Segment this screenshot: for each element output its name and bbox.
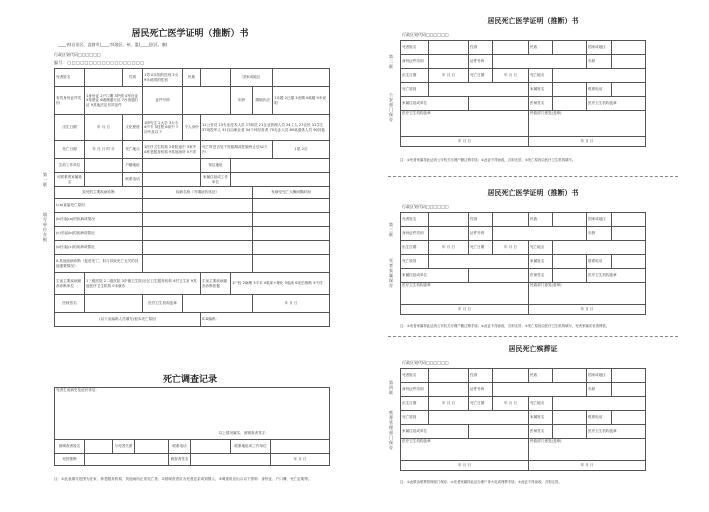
side-label-left-2: 填写单位存根 (43, 212, 47, 242)
stub-2-death-label: 死亡日期 (469, 241, 493, 255)
survey-relation-label: 与死者关系 (113, 440, 135, 454)
cell-dxunit-label: 生前主要疾病最高诊断单位 (55, 273, 85, 295)
stub-1-birth-label: 出生日期 (401, 69, 429, 83)
stub-1-name[interactable] (429, 41, 469, 55)
stub-2-addr-label: 家属住址或单位 (401, 269, 469, 283)
cell-marital-options[interactable]: 1未婚 2已婚 3丧偶 4离婚 9未说明 (273, 87, 330, 115)
cell-workunit-label: 生前工作单位 (55, 159, 85, 173)
stub-3-family-label: 家属姓名 (529, 411, 553, 425)
survey-history-cell[interactable] (55, 388, 330, 440)
stub-2-death[interactable]: 年 月 日 (493, 241, 529, 255)
stub-1-idtype-label: 身份证件类别 (401, 55, 429, 69)
cell-birth-label: 出生日期 (55, 115, 85, 141)
stub-3-ethnic[interactable] (553, 369, 587, 383)
stub-3-idtype-label: 身份证件类别 (401, 383, 429, 397)
stub-3-phone[interactable] (612, 411, 646, 425)
cell-cause-c: (c)引起(b)的疾病或情况 (55, 227, 143, 241)
cell-sex-options[interactable]: 1男 0未知的性别 2女 9未说明的性别 (143, 69, 183, 87)
stub-1-ethnic[interactable] (553, 41, 587, 55)
stub-1-doctor-label: 医师签名 (529, 97, 553, 111)
stub-3-note: 注：①此联由殡葬管理部门保存；②死者家属持此证办理尸体火化或埋葬手续；③此证不得涂改，否则无效。 (400, 480, 562, 484)
cell-cause-other-value[interactable] (143, 255, 253, 273)
cell-cause-b: (b)引起(a)的疾病或情况 (55, 213, 143, 227)
stub-1 (388, 10, 678, 170)
cell-deathplace-label: 死亡地点 (123, 141, 143, 159)
survey-phone-value[interactable] (191, 440, 231, 454)
stub-2-note: 注：①死者家属持此证到公安机关办理户籍注销手续；②此证不得涂改，否则无效；③死亡原因由医疗卫生机构填写，死者家属应妥善保管。 (400, 324, 610, 328)
cell-name-label: 死者姓名 (55, 69, 85, 87)
cell-contact-value[interactable] (85, 173, 123, 187)
cell-cause-a-value[interactable] (143, 199, 253, 213)
stub-1-family[interactable] (553, 83, 587, 97)
stub-1-table (400, 40, 646, 147)
stub-3-age[interactable] (612, 383, 646, 397)
stub-1-idno-label: 证件号码 (469, 55, 493, 69)
stub-2-org-code: 行政区划代码□□□□□□ (402, 204, 449, 209)
stub-1-side-2: 公安部门保存 (389, 92, 393, 122)
cut-line-2 (388, 336, 678, 337)
stub-2-sex[interactable] (493, 213, 529, 227)
stub-1-doctor[interactable] (553, 97, 587, 111)
stub-1-age-label: 年龄 (587, 55, 612, 69)
cell-org-value[interactable] (183, 295, 253, 313)
stub-1-country-label: 国家或地区 (587, 41, 612, 55)
stub-3-age-label: 年龄 (587, 383, 612, 397)
stub-2-idno-label: 证件号码 (469, 227, 493, 241)
cell-residence-label: 常住地址 (201, 159, 231, 173)
cell-contact-label: 可联系的家属姓名 (55, 173, 85, 187)
stub-2-org-stamp[interactable]: 医疗卫生机构盖章 (401, 283, 529, 305)
survey-name-label: 被调查者姓名 (55, 440, 85, 454)
cell-dxbasis-options[interactable]: 1尸检 2病理 3手术 4临床+理化 5临床 6死后推断 9不详 (231, 273, 330, 295)
stub-3-date-b[interactable]: 年 月 日 (529, 461, 646, 471)
survey-footnote: 注：①此表填写范围为在家、养老服务机构、其他场所正常死亡者；②被调查者应为死者近亲或知情人；③调查时应出示以下资料：身份证、户口簿、死亡证明等。 (54, 477, 312, 481)
stub-3-death[interactable]: 年 月 日 (493, 397, 529, 411)
cell-underlying-label: (以下由编码人员填写)根本死亡原因 (55, 313, 201, 327)
survey-investigator-value[interactable] (191, 454, 271, 466)
stub-1-phone[interactable] (612, 83, 646, 97)
cell-occ-options[interactable]: 11公务员 13专业技术人员 17职员 21企业管理人员 24工人 27农民 31学生 37现役军人 51自由职业者 54个体经营者 70无业人员 80离退休人员 90其他 (201, 115, 330, 141)
stub-3-civil-stamp[interactable]: 民政部门意见(盖章) (529, 439, 646, 461)
survey-addr-value[interactable] (271, 440, 330, 454)
cell-hukou-value[interactable] (143, 159, 201, 173)
left-form-title: 居民死亡医学证明（推断）书 (131, 29, 249, 39)
stub-2-civil-stamp[interactable]: 民政部门意见(盖章) (529, 283, 646, 305)
stub-3-side: 第四联 (389, 380, 393, 395)
cell-residence-value[interactable] (231, 159, 330, 173)
cell-cause-d-value[interactable] (143, 241, 253, 255)
cell-occ-label: 个人身份 (183, 115, 201, 141)
stub-3-idtype[interactable] (429, 383, 469, 397)
stub-3-birth-label: 出生日期 (401, 397, 429, 411)
cell-marital-label: 婚姻状况 (253, 87, 273, 115)
stub-1-note: 注：①死者家属持此证到公安机关办理户籍注销手续；②此证不得涂改，否则无效；③死亡原因由医疗卫生机构填写。 (400, 158, 576, 162)
left-form-sheet (40, 12, 340, 502)
survey-phone-label: 联系电话 (169, 440, 191, 454)
cell-cause-d: (d)引起(c)的疾病或情况 (55, 241, 143, 255)
stub-1-cause-label: 死亡原因 (401, 83, 429, 97)
cell-cause-other: II.其他疾病诊断（促进死亡，但与导致死亡无关的其他重要情况） (55, 255, 143, 273)
cell-workunit-value[interactable] (85, 159, 123, 173)
survey-name-value[interactable] (85, 440, 113, 454)
stub-3-death-label: 死亡日期 (469, 397, 493, 411)
cell-edu-options[interactable]: 1研究生 2大学 3大专 4中专 5技校 6高中 7初中及以下 (143, 115, 183, 141)
stub-2-idno[interactable] (493, 227, 587, 241)
stub-3-doctor-label: 医师签名 (529, 425, 553, 439)
survey-investigator-label: 调查者签名 (169, 454, 191, 466)
stub-2-name[interactable] (429, 213, 469, 227)
cell-ethnic-label: 民族 (183, 69, 201, 87)
stub-1-sex[interactable] (493, 41, 529, 55)
stub-2 (388, 182, 678, 342)
stub-2-table (400, 212, 646, 315)
stub-2-birth[interactable]: 年 月 日 (429, 241, 469, 255)
cell-cause-b-value[interactable] (143, 213, 253, 227)
cell-icd-label: ICD编码： (201, 313, 330, 327)
stub-3-date-a[interactable]: 年 月 日 (401, 461, 529, 471)
cell-pregnant-options[interactable]: 1是 2否 (273, 141, 330, 159)
stub-2-doctor[interactable] (553, 269, 587, 283)
stub-3-idno[interactable] (493, 383, 587, 397)
cell-dxbasis-label: 生前主要疾病最高诊断依据 (201, 273, 231, 295)
right-stubs (388, 10, 678, 505)
stub-2-place[interactable] (553, 241, 646, 255)
cell-interval-header: 发病至死亡大概间隔时间 (253, 187, 330, 199)
stub-2-date-b[interactable]: 年 月 日 (529, 305, 646, 315)
stub-1-birth[interactable]: 年 月 日 (429, 69, 469, 83)
cell-pregnant-label: 死亡时是否处于妊娠期或妊娠终止后42天内 (201, 141, 273, 159)
cell-org-label: 医疗卫生机构盖章 (143, 295, 183, 313)
stub-2-birth-label: 出生日期 (401, 241, 429, 255)
stub-1-date-a[interactable]: 年 月 日 (401, 137, 529, 147)
stub-3-org-label: 医疗卫生机构盖章 (587, 425, 646, 439)
stub-2-ethnic-label: 民族 (529, 213, 553, 227)
stub-1-name-label: 死者姓名 (401, 41, 429, 55)
stub-1-addr[interactable] (469, 97, 529, 111)
stub-3-title: 居民死亡殡葬证 (508, 344, 558, 353)
serial-number: 编号：□□□□□□□□□□□□□□□□□□ (54, 60, 145, 65)
stub-2-addr[interactable] (469, 269, 529, 283)
survey-cause-value[interactable] (85, 454, 169, 466)
stub-2-phone[interactable] (612, 255, 646, 269)
stub-2-age-label: 年龄 (587, 227, 612, 241)
cell-country-label: 国家或地区 (231, 69, 273, 87)
stub-3-ethnic-label: 民族 (529, 369, 553, 383)
stub-1-org-stamp[interactable]: 医疗卫生机构盖章 (401, 111, 529, 137)
cell-phone-label: 联系电话 (123, 173, 143, 187)
cell-cause-b-interval[interactable] (253, 213, 330, 227)
cell-familyaddr-value[interactable] (231, 173, 330, 187)
stub-1-family-label: 家属姓名 (529, 83, 553, 97)
stub-1-org-label: 医疗卫生机构盖章 (587, 97, 646, 111)
cell-causename-header: 疾病名称（勿填症状体征） (143, 187, 253, 199)
stub-2-cause[interactable] (429, 255, 529, 269)
stub-1-place-label: 死亡地点 (529, 69, 553, 83)
stub-1-phone-label: 联系电话 (587, 83, 612, 97)
stub-3-org-code: 行政区划代码□□□□□□ (402, 360, 449, 365)
stub-2-doctor-label: 医师签名 (529, 269, 553, 283)
stub-1-place[interactable] (553, 69, 646, 83)
stub-3-addr[interactable] (469, 425, 529, 439)
cell-idno-value[interactable] (183, 87, 231, 115)
stub-1-idtype[interactable] (429, 55, 469, 69)
stub-3-birth[interactable]: 年 月 日 (429, 397, 469, 411)
stub-2-name-label: 死者姓名 (401, 213, 429, 227)
cell-cause-header: 致死的主要疾病诊断 (55, 187, 143, 199)
stub-2-side: 第三联 (389, 222, 393, 237)
stub-3-name-label: 死者姓名 (401, 369, 429, 383)
stub-3-idno-label: 证件号码 (469, 383, 493, 397)
stub-3-cause[interactable] (429, 411, 529, 425)
cell-cause-c-interval[interactable] (253, 227, 330, 241)
stub-2-idtype-label: 身份证件类别 (401, 227, 429, 241)
cell-deathplace-options[interactable]: 1医疗卫生机构 2来院途中 3家中 4养老服务机构 9其他场所 0不详 (143, 141, 201, 159)
stub-3 (388, 340, 678, 505)
stub-3-country-label: 国家或地区 (587, 369, 612, 383)
stub-1-death[interactable]: 年 月 日 (493, 69, 529, 83)
stub-2-family[interactable] (553, 255, 587, 269)
stub-3-name[interactable] (429, 369, 469, 383)
stub-1-age[interactable] (612, 55, 646, 69)
stub-2-country[interactable] (612, 213, 646, 227)
survey-title: 死亡调查记录 (162, 375, 217, 385)
stub-1-date-b[interactable]: 年 月 日 (529, 137, 646, 147)
stub-3-place[interactable] (553, 397, 646, 411)
survey-relation-value[interactable] (135, 440, 169, 454)
region-line: ____省(自治区、直辖市)____市(地区、州、盟)____县(区、旗) (58, 42, 168, 47)
stub-1-death-label: 死亡日期 (469, 69, 493, 83)
stub-1-addr-label: 家属住址或单位 (401, 97, 469, 111)
cell-cause-other-interval[interactable] (253, 255, 330, 273)
cell-doctor-value[interactable] (85, 295, 143, 313)
cell-doctor-label: 医师签名 (55, 295, 85, 313)
stub-3-side-2: 殡葬管理部门保存 (389, 410, 393, 450)
cell-deathdate-value[interactable]: 年 月 日 时 分 (85, 141, 123, 159)
stub-3-sex[interactable] (493, 369, 529, 383)
stub-2-date-a[interactable]: 年 月 日 (401, 305, 529, 315)
cell-idtype-options[interactable]: 1身份证 2户口簿 3护照 4军官证 5驾驶证 6港澳通行证 7台湾通行证 9其他法定有效证件 (85, 87, 143, 115)
stub-2-cause-label: 死亡原因 (401, 255, 429, 269)
survey-addr-label: 联系地址或工作单位 (231, 440, 271, 454)
stub-3-country[interactable] (612, 369, 646, 383)
survey-table (54, 387, 330, 466)
cut-line-1 (388, 176, 678, 177)
cell-sex-label: 性别 (123, 69, 143, 87)
cell-edu-label: 文化程度 (123, 115, 143, 141)
cell-cause-c-value[interactable] (143, 227, 253, 241)
cell-date-fill[interactable]: 年 月 日 (253, 295, 330, 313)
stub-3-phone-label: 联系电话 (587, 411, 612, 425)
stub-3-family[interactable] (553, 411, 587, 425)
cell-cause-d-interval[interactable] (253, 241, 330, 255)
stub-2-idtype[interactable] (429, 227, 469, 241)
cell-name-value[interactable] (85, 69, 123, 87)
stub-1-side: 第二联 (389, 54, 393, 69)
stub-2-country-label: 国家或地区 (587, 213, 612, 227)
stub-2-sex-label: 性别 (469, 213, 493, 227)
stub-2-family-label: 家属姓名 (529, 255, 553, 269)
cell-phone-value[interactable] (143, 173, 201, 187)
cell-idtype-label: 有效身份证件类别 (55, 87, 85, 115)
stub-1-sex-label: 性别 (469, 41, 493, 55)
stub-3-doctor[interactable] (553, 425, 587, 439)
stub-2-title: 居民死亡医学证明（推断）书 (487, 188, 579, 197)
stub-1-idno[interactable] (493, 55, 587, 69)
cell-familyaddr-label: 家属住址或工作单位 (201, 173, 231, 187)
cell-birth-value[interactable]: 年 月 日 (85, 115, 123, 141)
stub-3-sex-label: 性别 (469, 369, 493, 383)
survey-history-label: 死者生前病史及症状体征： (56, 388, 100, 392)
cell-cause-a: I.(a)直接死亡原因 (55, 199, 143, 213)
stub-2-phone-label: 联系电话 (587, 255, 612, 269)
stub-1-ethnic-label: 民族 (529, 41, 553, 55)
cell-cause-a-interval[interactable] (253, 199, 330, 213)
left-main-table (54, 68, 330, 327)
cell-dxunit-options[interactable]: 1三级医院 2二级医院 3乡镇卫生院/社区卫生服务机构 4村卫生室 9其他医疗卫生机构 0未就诊 (85, 273, 201, 295)
stub-2-side-2: 死者家属保存 (389, 258, 393, 288)
stub-3-org-stamp[interactable]: 医疗卫生机构盖章 (401, 439, 529, 461)
stub-1-civil-stamp[interactable]: 民政部门意见(盖章) (529, 111, 646, 137)
stub-3-table (400, 368, 646, 471)
survey-cause-label: 死因推断 (55, 454, 85, 466)
cell-idno-label: 证件号码 (143, 87, 183, 115)
stub-1-country[interactable] (612, 41, 646, 55)
stub-2-ethnic[interactable] (553, 213, 587, 227)
stub-2-org-label: 医疗卫生机构盖章 (587, 269, 646, 283)
survey-date[interactable]: 年 月 日 (271, 454, 330, 466)
stub-3-cause-label: 死亡原因 (401, 411, 429, 425)
cell-deathdate-label: 死亡日期 (55, 141, 85, 159)
stub-2-place-label: 死亡地点 (529, 241, 553, 255)
cell-hukou-label: 户籍地址 (123, 159, 143, 173)
cell-age-label: 年龄 (231, 87, 253, 115)
survey-sign-label: 以上情况属实，被调查者签字： (218, 430, 269, 435)
stub-3-place-label: 死亡地点 (529, 397, 553, 411)
stub-2-age[interactable] (612, 227, 646, 241)
org-code: 行政区划代码□□□□□□ (54, 52, 101, 57)
stub-3-addr-label: 家属住址或单位 (401, 425, 469, 439)
side-label-left: 第一联 (43, 172, 47, 187)
cell-country-value[interactable] (273, 69, 330, 87)
stub-1-org-code: 行政区划代码□□□□□□ (402, 32, 449, 37)
cell-ethnic-value[interactable] (201, 69, 231, 87)
stub-1-title: 居民死亡医学证明（推断）书 (487, 16, 579, 25)
stub-1-cause[interactable] (429, 83, 529, 97)
